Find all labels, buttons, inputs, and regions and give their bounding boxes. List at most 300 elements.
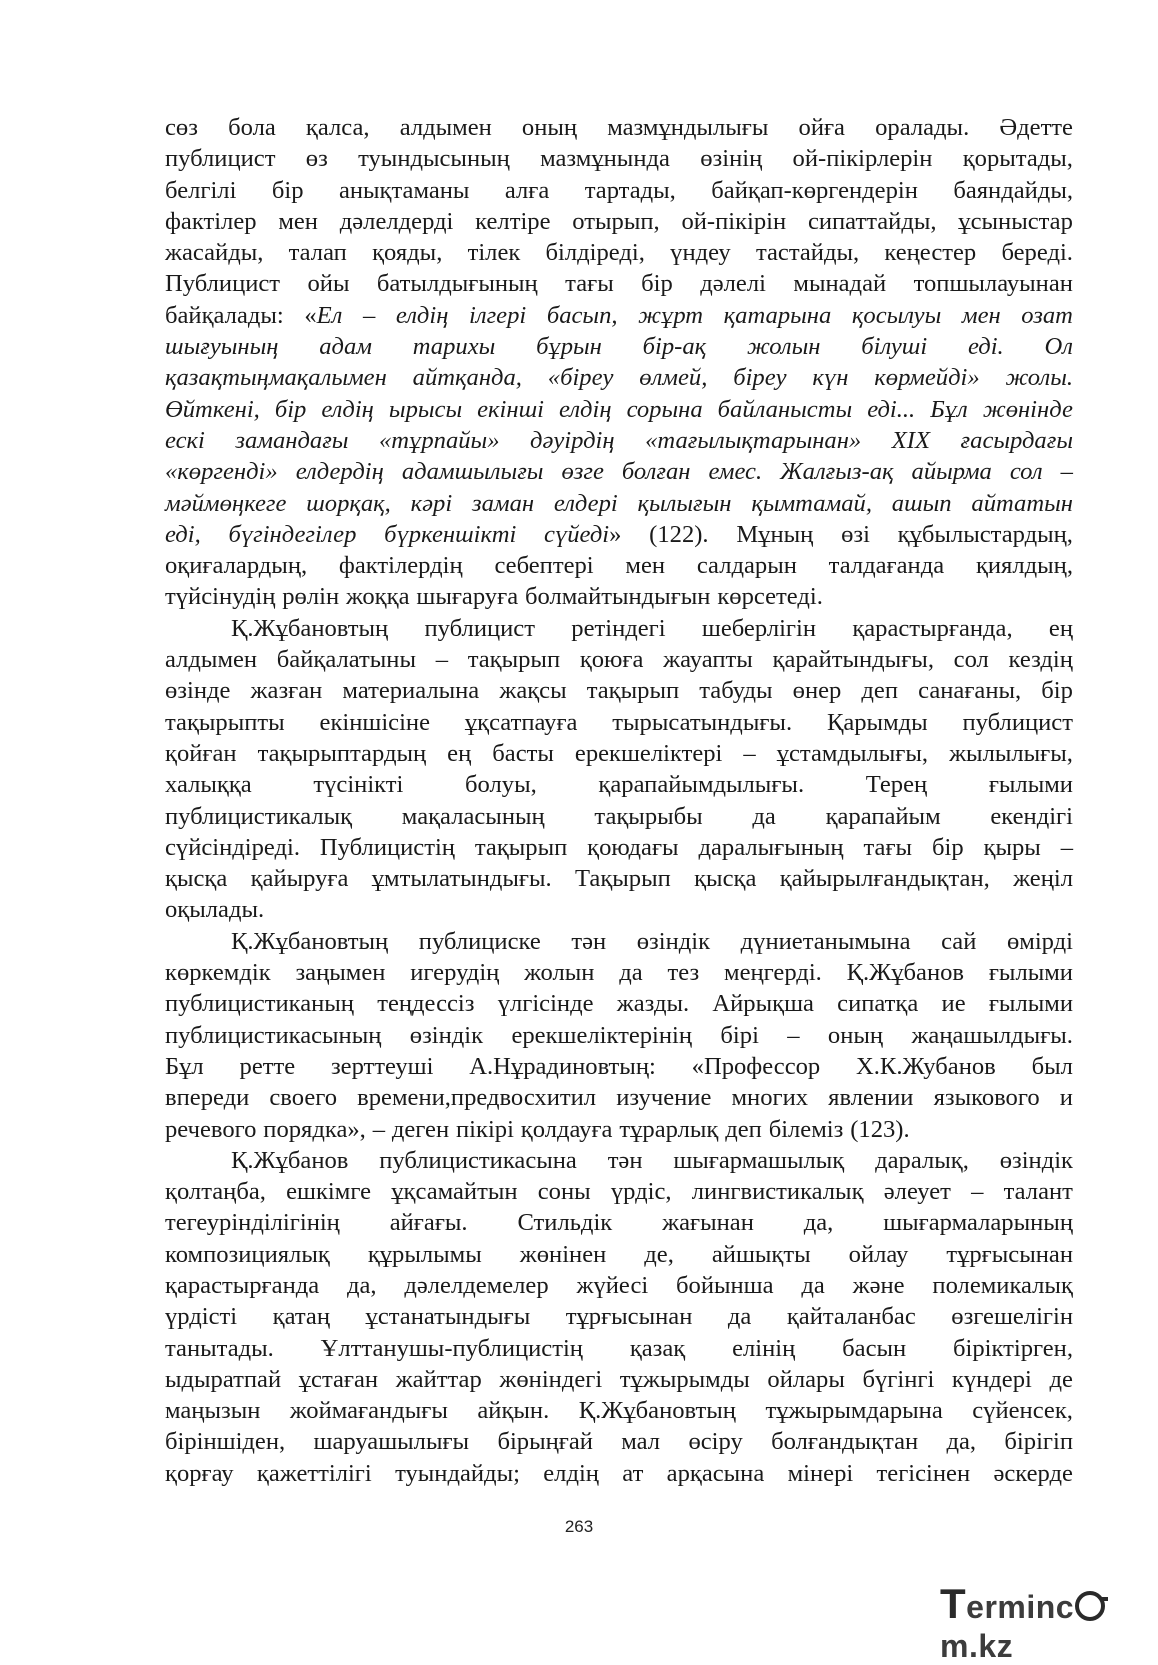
word: қыры — [983, 833, 1041, 861]
word: бола — [228, 114, 276, 141]
word: Қ.Жұбанов — [846, 959, 965, 987]
word: игерудің — [410, 959, 500, 987]
word: қоюға — [579, 646, 644, 674]
word: ең — [1048, 614, 1073, 642]
page-body — [165, 112, 1073, 1489]
word: туындайды; — [395, 1459, 520, 1487]
word: кездің — [1008, 646, 1073, 674]
word: қойған — [165, 739, 237, 767]
word: сол — [953, 646, 989, 674]
word: жөнінен — [519, 1240, 607, 1268]
word: мақаласының — [401, 802, 545, 830]
word: сорына — [626, 395, 703, 423]
word: ешкімге — [286, 1178, 372, 1206]
word: ғылыми — [988, 771, 1073, 799]
word: фактілердің — [338, 552, 463, 580]
word: материалына — [342, 677, 480, 705]
word: және — [852, 1271, 905, 1299]
word: Тақырып — [575, 865, 671, 893]
text-line — [165, 957, 1073, 988]
word: оралады. — [875, 114, 970, 141]
word: ие — [941, 990, 966, 1018]
word: жазған — [250, 677, 323, 705]
word: өзіндік — [636, 927, 711, 955]
text-line — [165, 769, 1073, 800]
word: қолтаңба, — [165, 1178, 266, 1206]
word: тағы — [565, 270, 614, 298]
word: мал — [621, 1428, 661, 1456]
word: шаруашылығы — [313, 1428, 470, 1456]
word: тақырып — [467, 646, 561, 674]
word: ат — [622, 1459, 644, 1487]
word: Публицист — [165, 270, 281, 298]
text-line — [165, 1270, 1073, 1301]
word: Бұл — [165, 1052, 204, 1080]
text-line — [165, 550, 1073, 581]
word: заңымен — [295, 959, 386, 987]
word: әскерде — [993, 1459, 1073, 1487]
word: ХІХ — [891, 426, 931, 454]
watermark-initial: T — [940, 1580, 967, 1627]
word: күн — [812, 364, 849, 392]
text-line — [165, 1364, 1073, 1395]
word: баяндайды, — [953, 176, 1073, 204]
word: қатаң — [272, 1303, 330, 1331]
word: деп — [861, 677, 899, 705]
word: дәуірдің — [530, 426, 615, 454]
word: тұжырымды — [619, 1365, 750, 1393]
word: өсіру — [688, 1428, 743, 1456]
word: береді. — [1001, 239, 1073, 267]
word: жағынан — [662, 1209, 754, 1237]
word: қазақ — [629, 1334, 686, 1362]
word: айтатын — [971, 489, 1073, 517]
word: елдің — [395, 301, 449, 329]
word: талант — [1003, 1178, 1073, 1206]
word: – — [971, 1178, 984, 1206]
word: ұстанатындығы — [365, 1303, 531, 1331]
word: ең — [447, 739, 472, 767]
magnifier-icon — [1075, 1591, 1105, 1621]
word: қымтамай, — [751, 489, 872, 517]
word: Мұның — [736, 520, 814, 548]
word: дәлелі — [700, 270, 766, 298]
word: сай — [941, 927, 977, 955]
word: – — [1060, 458, 1073, 486]
word: байқалатыны — [276, 646, 416, 674]
word: да, — [346, 1271, 377, 1299]
word: бір — [1041, 677, 1073, 705]
word: тұрарлық — [619, 1115, 719, 1143]
word: қиялдың, — [975, 552, 1073, 580]
word: ойлау — [848, 1240, 909, 1268]
word: екіншісіне — [319, 708, 430, 736]
word: қарайтындығы, — [772, 646, 934, 674]
word: композициялық — [165, 1240, 330, 1268]
word: алға — [504, 176, 550, 204]
text-line — [165, 1333, 1073, 1364]
word: Өйткені, — [165, 395, 260, 423]
word: (122). — [649, 520, 709, 548]
word: өмірді — [1006, 927, 1073, 955]
word: болуы, — [465, 771, 537, 799]
word: қайталанбас — [786, 1303, 916, 1331]
word: рөлін — [282, 583, 340, 611]
word: талдағанда — [828, 552, 945, 580]
word: Әдетте — [999, 114, 1073, 141]
word: шығармаларының — [883, 1209, 1073, 1237]
word: елдің — [559, 395, 612, 423]
word: екінші — [477, 395, 544, 423]
word: заман — [472, 489, 535, 517]
word: елдің — [321, 395, 374, 423]
text-line — [165, 894, 1073, 925]
word: даралығының — [698, 833, 844, 861]
word: ретте — [239, 1052, 296, 1080]
word: ойлары — [767, 1365, 845, 1393]
word: ерекшеліктерінің — [511, 1021, 693, 1049]
word: туындысының — [358, 145, 510, 173]
word: бүркеншікті — [384, 520, 517, 548]
word: ырысы — [388, 395, 463, 423]
word: и — [1059, 1084, 1073, 1112]
word: да, — [946, 1428, 977, 1456]
word: « — [304, 301, 317, 329]
word: » — [609, 520, 622, 548]
word: айқын. — [477, 1397, 550, 1425]
word: себептері — [494, 552, 594, 580]
text-line — [165, 863, 1073, 894]
word: тақырыпты — [165, 708, 285, 736]
word: жолын — [746, 333, 821, 361]
word: Қ.Жұбановтың — [231, 614, 389, 642]
word: дәлелдемелер — [404, 1271, 549, 1299]
word: тұрғысынан — [565, 1303, 693, 1331]
word: – — [743, 739, 756, 767]
word: Қарымды — [826, 708, 928, 736]
text-line — [165, 394, 1073, 425]
text-line — [165, 456, 1073, 487]
word: бір — [274, 395, 307, 423]
word: кәрі — [410, 489, 453, 517]
word: «тағылықтарынан» — [645, 426, 862, 454]
text-line — [165, 1207, 1073, 1238]
word: санағаны, — [918, 677, 1022, 705]
word: болған — [621, 458, 691, 486]
word: еді... — [867, 395, 916, 423]
word: талап — [288, 239, 347, 267]
word: деген — [391, 1115, 450, 1143]
word: бірігіп — [1004, 1428, 1073, 1456]
word: анықтаманы — [338, 176, 470, 204]
word: речевого — [165, 1115, 257, 1143]
page-number: 263 — [564, 1517, 594, 1536]
word: лингвистикалық — [691, 1178, 864, 1206]
word: өзінде — [165, 677, 231, 705]
text-line — [165, 331, 1073, 362]
word: Ұлттанушы-публицистің — [320, 1334, 583, 1362]
text-line — [165, 1395, 1073, 1426]
word: еді. — [967, 333, 1004, 361]
text-line — [165, 801, 1073, 832]
word: халыққа — [165, 771, 252, 799]
word: арқасына — [666, 1459, 765, 1487]
word: жазды. — [616, 990, 690, 1018]
word: ыдыратпай — [165, 1365, 282, 1393]
text-line — [165, 926, 1073, 957]
word: емес. — [708, 458, 763, 486]
word: түсінікті — [313, 771, 404, 799]
word: қарапайым — [825, 802, 941, 830]
word: көрмейді» — [874, 364, 980, 392]
word: өлмей, — [639, 364, 708, 392]
word: еді, — [165, 520, 201, 548]
text-line — [165, 300, 1073, 331]
word: айшықты — [711, 1240, 811, 1268]
word: да — [727, 1303, 752, 1331]
word: тарихы — [412, 333, 496, 361]
word: Қ.Жұбанов — [231, 1146, 349, 1174]
word: порядка», — [263, 1115, 366, 1143]
watermark-logo — [940, 1580, 1158, 1665]
word: ретіндегі — [571, 614, 666, 642]
text-line — [165, 519, 1073, 550]
word: жолын — [524, 959, 595, 987]
word: ұсыныстар — [958, 207, 1073, 235]
word: жүйесі — [576, 1271, 649, 1299]
text-line — [165, 644, 1073, 675]
word: мен — [961, 301, 1001, 329]
word: біріктірген, — [953, 1334, 1073, 1362]
word: да, — [803, 1209, 834, 1237]
word: тақырып — [474, 833, 568, 861]
word: басты — [492, 739, 554, 767]
word: да — [619, 959, 643, 987]
text-line — [165, 1114, 1073, 1145]
word: шорқақ, — [306, 489, 391, 517]
word: да — [801, 1271, 825, 1299]
word: ашып — [891, 489, 952, 517]
text-line — [165, 1239, 1073, 1270]
word: қолдауға — [520, 1115, 613, 1143]
word: қазақтыңмақалымен — [165, 364, 387, 392]
word: құбылыстардың, — [897, 520, 1073, 548]
word: үндеу — [670, 239, 731, 267]
word: алдымен — [399, 114, 492, 141]
word: ой-пікірлерін — [792, 145, 933, 173]
text-line — [165, 832, 1073, 863]
word: мазмұндылығы — [607, 114, 769, 141]
word: бір — [271, 176, 304, 204]
word: күндері — [951, 1365, 1032, 1393]
word: жөнінде — [982, 395, 1073, 423]
word: – — [1060, 833, 1073, 861]
word: полемикалық — [932, 1271, 1073, 1299]
word: әлеует — [883, 1178, 951, 1206]
word: шеберлігін — [701, 614, 817, 642]
word: қояды, — [372, 239, 443, 267]
word: Терең — [865, 771, 928, 799]
word: замандағы — [235, 426, 349, 454]
word: своего — [269, 1084, 338, 1112]
word: «Профессор — [691, 1052, 821, 1080]
word: тақырып — [586, 677, 680, 705]
word: бүгінгі — [862, 1365, 935, 1393]
word: ұқсатпауға — [464, 708, 578, 736]
word: – — [435, 646, 448, 674]
word: бір-ақ — [642, 333, 707, 361]
word: тастайды, — [755, 239, 860, 267]
word: шығармашылық — [673, 1146, 845, 1174]
word: публицист — [165, 145, 276, 173]
word: был — [1031, 1052, 1073, 1080]
watermark-part-1: ermin — [966, 1589, 1056, 1625]
word: байқалады: — [165, 301, 284, 329]
word: жоймағандығы — [289, 1397, 448, 1425]
word: даралық, — [875, 1146, 969, 1174]
word: оқиғалардың, — [165, 552, 308, 580]
word: жауапты — [663, 646, 753, 674]
word: бойынша — [676, 1271, 774, 1299]
word: тартады, — [584, 176, 676, 204]
word: «көргенді» — [165, 458, 278, 486]
word: сол — [1009, 458, 1043, 486]
word: табуды — [699, 677, 773, 705]
word: үрдіс, — [610, 1178, 672, 1206]
word: келтіре — [475, 207, 551, 235]
word: публицист — [962, 708, 1073, 736]
word: үлгісінде — [497, 990, 594, 1018]
word: бір — [641, 270, 673, 298]
word: бірыңғай — [497, 1428, 593, 1456]
text-line — [165, 1458, 1073, 1489]
word: мазмұнында — [540, 145, 670, 173]
text-line — [165, 1301, 1073, 1332]
word: қарапайымдылығы. — [598, 771, 805, 799]
word: қосылуы — [851, 301, 942, 329]
text-line — [165, 1145, 1073, 1176]
word: отырып, — [572, 207, 660, 235]
word: тілек — [467, 239, 521, 267]
word: алдымен — [165, 646, 258, 674]
word: ұстаған — [298, 1365, 379, 1393]
text-line — [165, 1426, 1073, 1457]
word: жоққа — [346, 583, 410, 611]
word: қылығын — [637, 489, 732, 517]
word: тақырыптардың — [257, 739, 427, 767]
word: ұмтылатындығы. — [371, 865, 552, 893]
word: тақырыбы — [594, 802, 703, 830]
word: бұрын — [536, 333, 602, 361]
word: пікірі — [456, 1115, 514, 1143]
text-line — [165, 362, 1073, 393]
word: жаңашылдығы. — [911, 1021, 1073, 1049]
word: времени,предвосхитил — [357, 1084, 597, 1112]
word: тез — [667, 959, 700, 987]
word: айтқанда, — [412, 364, 522, 392]
word: явлении — [828, 1084, 914, 1112]
word: ғылыми — [988, 959, 1073, 987]
word: батылдығының — [376, 270, 538, 298]
word: басын — [842, 1334, 907, 1362]
word: көркемдік — [165, 959, 271, 987]
word: да — [752, 802, 776, 830]
word: – — [787, 1021, 800, 1049]
word: меңгерді. — [724, 959, 822, 987]
word: сүйсіндіреді. — [165, 833, 301, 861]
word: мінері — [787, 1459, 854, 1487]
word: тағы — [863, 833, 913, 861]
word: ойы — [307, 270, 350, 298]
word: жұрт — [638, 301, 704, 329]
word: елдері — [553, 489, 618, 517]
word: А.Нұрадиновтың: — [469, 1052, 656, 1080]
word: байланысты — [717, 395, 853, 423]
word: белгілі — [165, 176, 237, 204]
word: впереди — [165, 1084, 250, 1112]
word: ғылыми — [988, 990, 1073, 1018]
word: өзіндік — [409, 1021, 484, 1049]
word: қорытады, — [962, 145, 1073, 173]
word: кеңестер — [884, 239, 977, 267]
word: қысқа — [694, 865, 757, 893]
word: бір — [931, 833, 964, 861]
text-line — [165, 1051, 1073, 1082]
word: білеміз — [768, 1115, 844, 1143]
word: елінің — [732, 1334, 796, 1362]
word: салдарын — [696, 552, 797, 580]
word: топшылауынан — [913, 270, 1073, 298]
word: адамшылығы — [401, 458, 544, 486]
word: Бұл — [930, 395, 968, 423]
word: жөніндегі — [499, 1365, 603, 1393]
word: зерттеуші — [330, 1052, 434, 1080]
word: сөз — [165, 114, 198, 141]
word: өзіндік — [999, 1146, 1073, 1174]
word: басып, — [546, 301, 618, 329]
word: Ел — [316, 301, 343, 329]
text-line — [165, 488, 1073, 519]
text-line — [165, 206, 1073, 237]
word: қатарына — [723, 301, 832, 329]
word: байқап-көргендерін — [711, 176, 918, 204]
word: мынадай — [793, 270, 887, 298]
word: жайттар — [395, 1365, 482, 1393]
word: дәлелдерді — [339, 207, 454, 235]
word: деп — [725, 1115, 762, 1143]
word: де — [1049, 1365, 1073, 1393]
word: (123). — [850, 1115, 910, 1143]
word — [544, 519, 621, 550]
word: де, — [644, 1240, 674, 1268]
word: ілгері — [469, 301, 527, 329]
word: фактілер — [165, 207, 257, 235]
word: маңызын — [165, 1397, 261, 1425]
word: оның — [827, 1021, 884, 1049]
word: озат — [1021, 301, 1073, 329]
word: изучение — [616, 1084, 712, 1112]
word: ғасырдағы — [960, 426, 1073, 454]
word: түйсінудің — [165, 583, 276, 611]
word: қалса, — [305, 114, 370, 141]
word: теңдессіз — [377, 990, 475, 1018]
word: публицистиканың — [165, 990, 354, 1018]
word: сипаттайды, — [807, 207, 937, 235]
word: жеңіл — [1013, 865, 1073, 893]
word: ұқсамайтын — [391, 1178, 518, 1206]
word: публицистикасының — [165, 1021, 382, 1049]
word: тырысатындығы. — [612, 708, 793, 736]
